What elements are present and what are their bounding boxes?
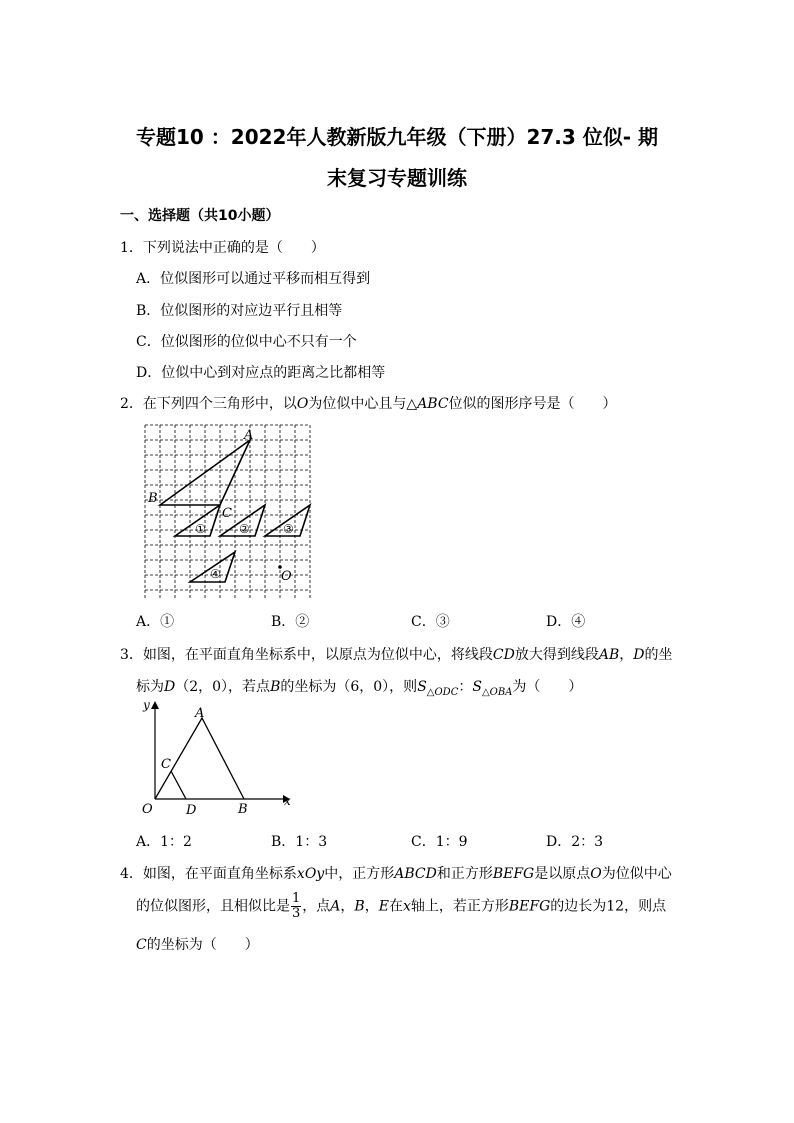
q4-text: 和正方形 bbox=[436, 866, 493, 882]
q3-var-s: S bbox=[472, 679, 482, 695]
q1-option-c: C．位似图形的位似中心不只有一个 bbox=[136, 334, 357, 350]
label-origin: O bbox=[142, 802, 153, 817]
page-title-line2: 末复习专题训练 bbox=[327, 166, 467, 190]
q1-option-a: A．位似图形可以通过平移而相互得到 bbox=[136, 271, 371, 287]
label-a: A bbox=[195, 706, 205, 721]
q4-text: ， bbox=[364, 898, 379, 915]
label-circled-2: ② bbox=[239, 522, 250, 536]
label-circled-3: ③ bbox=[283, 522, 294, 536]
label-circled-4: ④ bbox=[210, 567, 221, 581]
q3-option-a: A．1：2 bbox=[136, 834, 192, 850]
q3-text: 的坐 bbox=[644, 647, 673, 663]
q2-option-d: D．④ bbox=[546, 614, 586, 630]
q4-text: 的坐标为（ ） bbox=[146, 937, 259, 953]
q2-stem-pre: 2．在下列四个三角形中，以 bbox=[120, 396, 297, 412]
q3-sub-odc: △ODC bbox=[426, 686, 459, 698]
q3-text: 3．如图，在平面直角坐标系中，以原点为位似中心，将线段 bbox=[120, 647, 493, 663]
q4-text: 轴上，若正方形 bbox=[410, 898, 509, 915]
q3-option-d: D．2：3 bbox=[546, 834, 604, 850]
q3-var-ab: AB bbox=[598, 647, 620, 663]
label-a: A bbox=[244, 428, 254, 443]
y-axis-arrow bbox=[151, 701, 159, 709]
q4-var-abcd: ABCD bbox=[394, 866, 437, 882]
label-x: x bbox=[284, 794, 291, 808]
q4-text: ，点 bbox=[302, 898, 331, 915]
label-c: C bbox=[161, 757, 171, 772]
q3-text: 的坐标为（6，0），则 bbox=[280, 679, 418, 695]
q1-option-d: D．位似中心到对应点的距离之比都相等 bbox=[136, 365, 386, 381]
q4-var-c: C bbox=[136, 937, 147, 953]
q4-var-b: B bbox=[354, 898, 365, 915]
q4-stem-line1 bbox=[120, 863, 672, 883]
q3-text: （2，0），若点 bbox=[175, 679, 271, 695]
q2-grid-figure bbox=[140, 420, 320, 605]
q4-text: ， bbox=[340, 898, 355, 915]
q3-text: 标为 bbox=[136, 679, 164, 695]
fraction-denominator: 3 bbox=[292, 906, 301, 921]
q3-stem-line1 bbox=[120, 644, 672, 664]
q2-option-a: A．① bbox=[136, 614, 175, 630]
q2-stem-post: 位似的图形序号是（ ） bbox=[448, 396, 617, 412]
q4-text: 是以原点 bbox=[534, 866, 591, 882]
label-o: O bbox=[281, 569, 292, 584]
label-y: y bbox=[143, 698, 150, 712]
q4-text: 在 bbox=[388, 898, 403, 915]
q3-text: ： bbox=[458, 679, 473, 695]
q1-stem: 1．下列说法中正确的是（ ） bbox=[120, 240, 325, 256]
q3-option-c: C．1：9 bbox=[411, 834, 468, 850]
fraction-one-third bbox=[291, 892, 301, 921]
q3-text: ， bbox=[619, 647, 634, 663]
q4-text: 的位似图形，且相似比是 bbox=[136, 898, 290, 915]
segment-cd bbox=[171, 771, 186, 799]
q4-stem-line3 bbox=[136, 934, 259, 954]
q3-text: 为（ ） bbox=[512, 679, 583, 695]
q3-var-s: S bbox=[417, 679, 427, 695]
q4-var-o: O bbox=[590, 866, 602, 882]
q3-text: 放大得到线段 bbox=[514, 647, 599, 663]
q2-stem-o: O bbox=[296, 396, 309, 412]
label-circled-1: ① bbox=[195, 522, 206, 536]
q4-text: 的边长为12，则点 bbox=[550, 898, 667, 915]
q4-var-befg: BEFG bbox=[508, 898, 551, 915]
q3-sub-oba: △OBA bbox=[481, 686, 513, 698]
q3-var-d: D bbox=[633, 647, 645, 663]
q3-var-d: D bbox=[164, 679, 176, 695]
q4-var-a: A bbox=[330, 898, 341, 915]
q4-var-x: x bbox=[402, 898, 411, 915]
q4-var-e: E bbox=[378, 898, 389, 915]
q4-var-xoy: xOy bbox=[296, 866, 325, 882]
q4-text: 中，正方形 bbox=[324, 866, 395, 882]
q1-option-b: B．位似图形的对应边平行且相等 bbox=[136, 303, 343, 319]
q4-text: 为位似中心 bbox=[601, 866, 672, 882]
label-b: B bbox=[238, 802, 248, 817]
q3-coordinate-figure bbox=[138, 695, 298, 820]
fraction-numerator: 1 bbox=[292, 891, 301, 906]
label-d: D bbox=[186, 803, 197, 818]
q2-stem-mid: 为位似中心且与△ bbox=[308, 396, 418, 412]
label-c: C bbox=[222, 506, 232, 521]
label-b: B bbox=[148, 491, 158, 506]
q2-stem-abc: ABC bbox=[417, 396, 449, 412]
q3-var-b: B bbox=[270, 679, 281, 695]
q3-option-b: B．1：3 bbox=[271, 834, 328, 850]
q4-stem-line2 bbox=[136, 892, 666, 921]
page-title-line1: 专题10 ：2022年人教新版九年级（下册）27.3 位似- 期 bbox=[135, 125, 659, 149]
q2-option-b: B．② bbox=[271, 614, 310, 630]
section-heading: 一、选择题（共10小题） bbox=[120, 208, 280, 224]
q4-text: 4．如图，在平面直角坐标系 bbox=[120, 866, 297, 882]
q3-var-cd: CD bbox=[492, 647, 515, 663]
q2-option-c: C．③ bbox=[411, 614, 450, 630]
q4-var-befg: BEFG bbox=[492, 866, 535, 882]
q2-stem bbox=[120, 393, 617, 413]
